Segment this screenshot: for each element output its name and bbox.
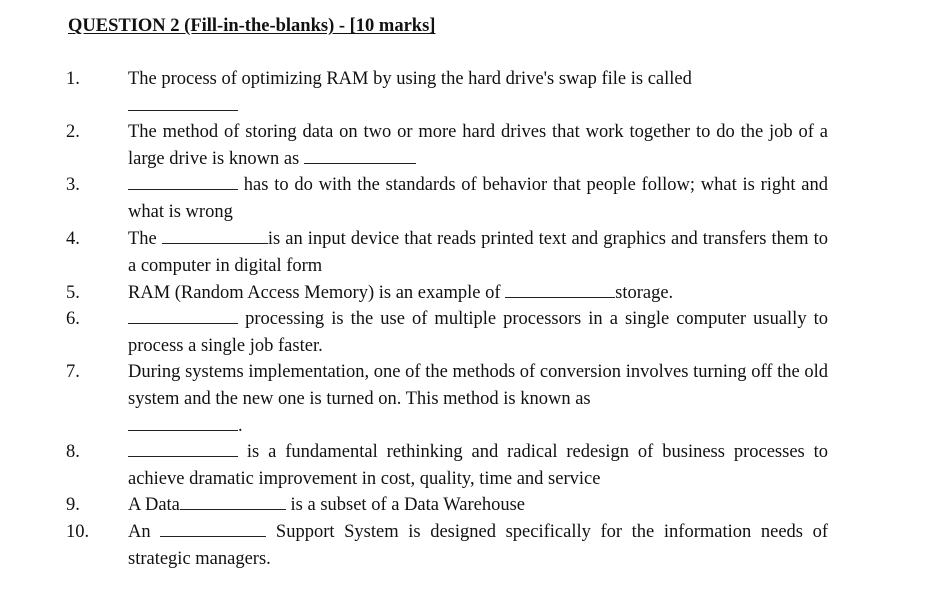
question-text: The process of optimizing RAM by using the hard drive's swap file is called xyxy=(128,66,828,120)
answer-blank[interactable] xyxy=(505,283,615,298)
question-number: 5. xyxy=(66,283,80,303)
question-number: 7. xyxy=(66,362,80,382)
answer-blank[interactable] xyxy=(128,442,238,457)
answer-blank[interactable] xyxy=(128,96,238,111)
question-text: is a fundamental rethinking and radical redesign of business processes to achieve dramatic improvement in cost, quality, time and service xyxy=(128,442,829,489)
answer-blank[interactable] xyxy=(304,149,416,164)
question-text: A Data is a subset of a Data Warehouse xyxy=(128,495,525,515)
answer-blank[interactable] xyxy=(128,175,238,190)
question-number: 1. xyxy=(66,69,80,89)
question-text: During systems implementation, one of the methods of conversion involves turning off the old system and the new one is turned on. This method is known as . xyxy=(128,362,828,436)
question-number: 9. xyxy=(66,495,80,515)
answer-blank[interactable] xyxy=(180,495,286,510)
question-number: 8. xyxy=(66,442,80,462)
section-title: QUESTION 2 (Fill-in-the-blanks) - [10 marks] xyxy=(68,16,436,36)
question-number: 6. xyxy=(66,309,80,329)
question-number: 2. xyxy=(66,122,80,142)
question-number: 4. xyxy=(66,229,80,249)
answer-blank[interactable] xyxy=(162,229,268,244)
answer-blank[interactable] xyxy=(160,522,266,537)
question-text: has to do with the standards of behavior that people follow; what is right and what is wrong xyxy=(128,175,829,222)
question-text: The is an input device that reads printed text and graphics and transfers them to a computer in digital form xyxy=(128,229,828,276)
question-text: processing is the use of multiple processors in a single computer usually to process a single job faster. xyxy=(128,309,829,356)
question-number: 10. xyxy=(66,522,90,542)
question-text: An Support System is designed specifically for the information needs of strategic managers. xyxy=(128,522,829,569)
question-text: RAM (Random Access Memory) is an example of storage. xyxy=(128,283,674,303)
answer-blank[interactable] xyxy=(128,416,238,431)
question-number: 3. xyxy=(66,175,80,195)
answer-blank[interactable] xyxy=(128,309,238,324)
question-text: The method of storing data on two or more hard drives that work together to do the job of a large drive is known as xyxy=(128,122,828,169)
